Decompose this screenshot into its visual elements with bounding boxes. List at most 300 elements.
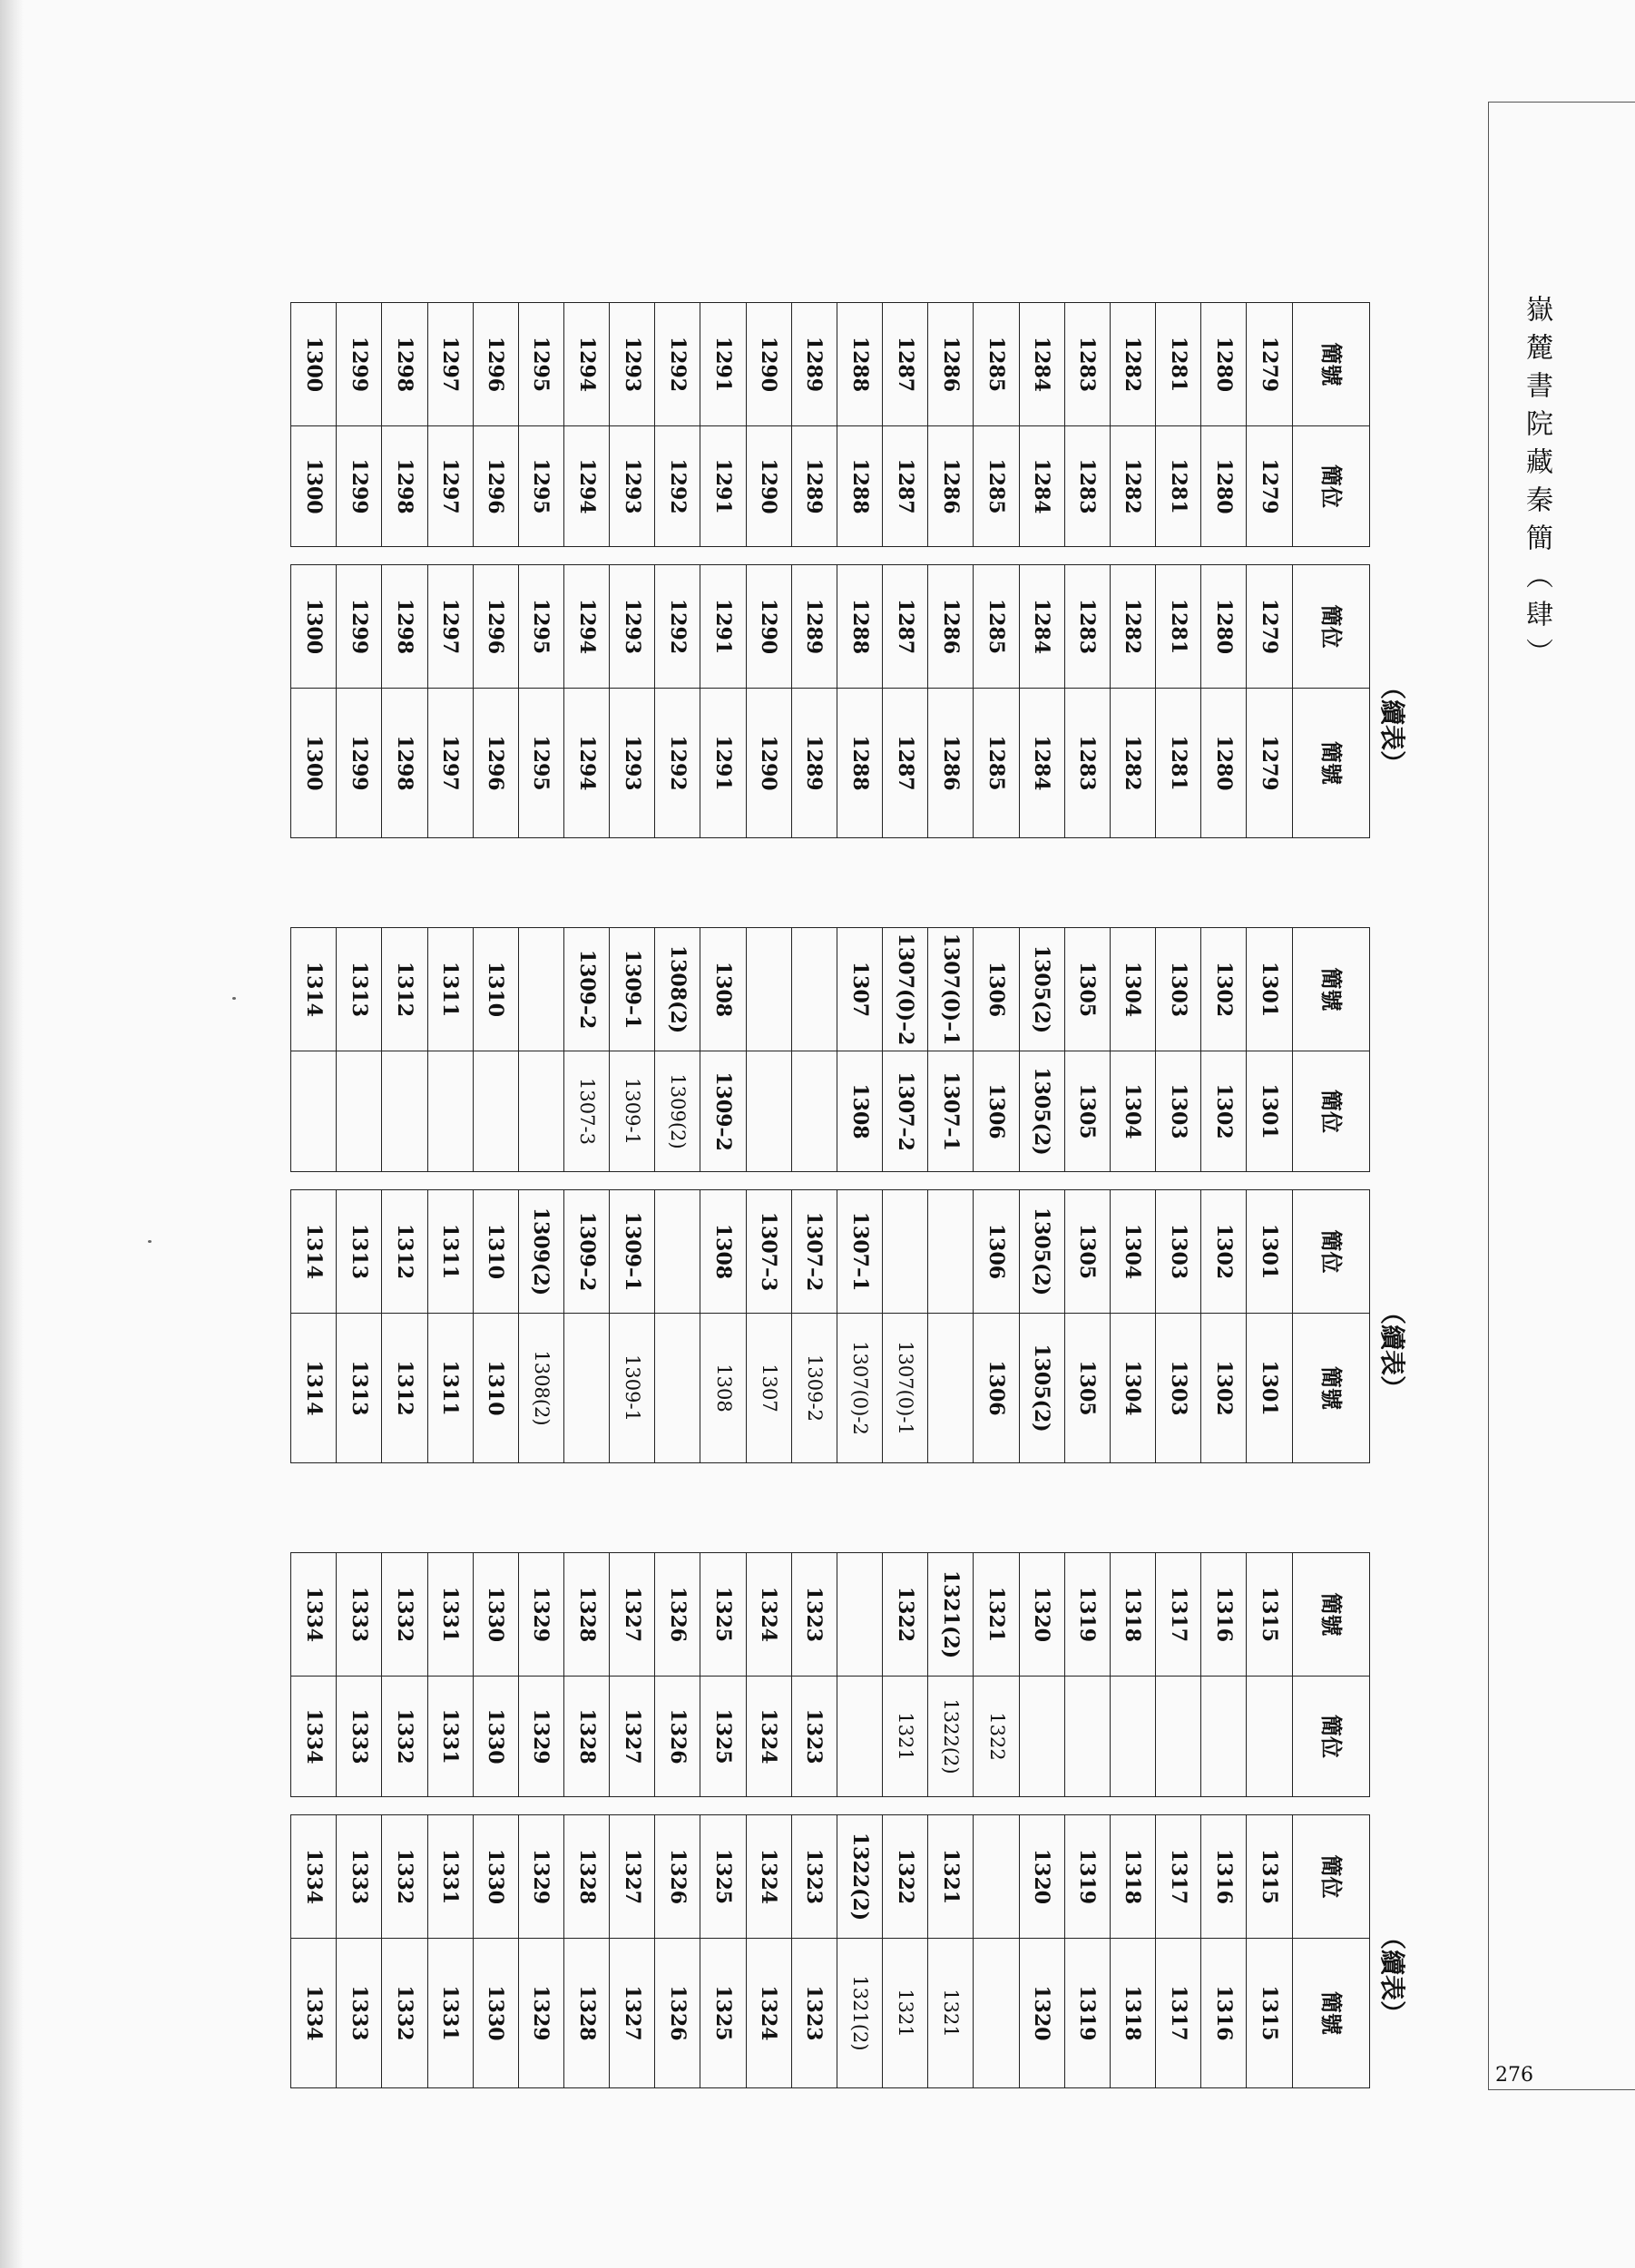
table-cell (337, 1051, 382, 1172)
table-cell: 1332 (382, 1553, 427, 1677)
table-cell: 1307–2 (791, 1190, 837, 1314)
table-cell: 1328 (564, 1939, 610, 2088)
table-row (610, 303, 655, 838)
table-cell: 1279 (1247, 689, 1292, 838)
gap-cell (473, 547, 518, 565)
table-row (1019, 303, 1064, 838)
table-cell: 1290 (746, 689, 791, 838)
table-cell: 1304 (1110, 1314, 1155, 1463)
table-cell: 1294 (564, 689, 610, 838)
table-row (1156, 928, 1201, 1463)
table-row (382, 303, 427, 838)
header-cell: 簡號 (1292, 303, 1369, 426)
table-cell: 1295 (518, 565, 563, 689)
table-cell: 1300 (291, 689, 337, 838)
gap-cell (1292, 547, 1369, 565)
table-cell: 1331 (427, 1553, 473, 1677)
table-row (1064, 928, 1110, 1463)
table-cell: 1307-3 (564, 1051, 610, 1172)
table-cell: 1333 (337, 1939, 382, 2088)
table-cell: 1330 (473, 1553, 518, 1677)
table-cell: 1327 (610, 1677, 655, 1797)
table-cell: 1322 (883, 1553, 928, 1677)
table-cell: 1298 (382, 426, 427, 547)
table-cell: 1314 (291, 928, 337, 1051)
table-row (473, 1553, 518, 2088)
table-cell: 1293 (610, 303, 655, 426)
table-cell: 1286 (928, 689, 974, 838)
table-cell: 1324 (746, 1677, 791, 1797)
table-cell: 1306 (974, 1051, 1019, 1172)
table-row (655, 303, 700, 838)
table-row (382, 928, 427, 1463)
table-cell: 1289 (791, 565, 837, 689)
table-cell: 1304 (1110, 928, 1155, 1051)
table-cell (1156, 1677, 1201, 1797)
table-cell: 1321 (883, 1939, 928, 2088)
table-cell: 1289 (791, 426, 837, 547)
gap-cell (837, 547, 882, 565)
table-cell: 1325 (700, 1939, 746, 2088)
header-cell: 簡位 (1292, 1051, 1369, 1172)
table-cell: 1297 (427, 565, 473, 689)
table-cell: 1294 (564, 303, 610, 426)
table-cell: 1296 (473, 426, 518, 547)
table-cell: 1296 (473, 565, 518, 689)
table-cell: 1334 (291, 1815, 337, 1939)
table-row (291, 303, 337, 838)
gap-cell (564, 547, 610, 565)
gap-cell (655, 547, 700, 565)
table-cell: 1321 (928, 1815, 974, 1939)
table-cell: 1323 (791, 1677, 837, 1797)
table-cell: 1313 (337, 928, 382, 1051)
table-row (1201, 303, 1247, 838)
table-row (1019, 928, 1064, 1463)
header-row (1292, 928, 1369, 1463)
table-cell: 1319 (1064, 1815, 1110, 1939)
gap-cell (974, 1797, 1019, 1815)
table-cell: 1307(0)-1 (883, 1314, 928, 1463)
table-row (791, 1553, 837, 2088)
gap-cell (382, 547, 427, 565)
table-cell (655, 1190, 700, 1314)
table-cell: 1325 (700, 1677, 746, 1797)
gap-cell (1110, 547, 1155, 565)
table-cell: 1291 (700, 426, 746, 547)
table-row (1064, 303, 1110, 838)
table-cell: 1309–2 (700, 1051, 746, 1172)
table-cell: 1298 (382, 303, 427, 426)
table-cell: 1297 (427, 426, 473, 547)
header-cell: 簡號 (1292, 1939, 1369, 2088)
table-cell: 1310 (473, 1314, 518, 1463)
table-cell: 1288 (837, 303, 882, 426)
table-row (610, 1553, 655, 2088)
table-cell: 1334 (291, 1553, 337, 1677)
gap-cell (746, 1797, 791, 1815)
gap-cell (1156, 1172, 1201, 1190)
table-cell: 1309-1 (610, 1051, 655, 1172)
gap-cell (291, 1172, 337, 1190)
gap-cell (291, 1797, 337, 1815)
gap-cell (427, 1797, 473, 1815)
table-row (1247, 303, 1292, 838)
table-cell: 1302 (1201, 1314, 1247, 1463)
table-cell: 1299 (337, 689, 382, 838)
table-cell: 1281 (1156, 565, 1201, 689)
table-cell: 1309(2) (655, 1051, 700, 1172)
table-cell: 1284 (1019, 565, 1064, 689)
header-row (1292, 303, 1369, 838)
scan-speck (148, 1240, 152, 1243)
table-cell: 1300 (291, 565, 337, 689)
table-cell: 1289 (791, 303, 837, 426)
table-cell: 1309–1 (610, 1190, 655, 1314)
table-cell: 1302 (1201, 928, 1247, 1051)
table-cell: 1323 (791, 1553, 837, 1677)
gap-cell (382, 1797, 427, 1815)
table-cell: 1307(0)-2 (837, 1314, 882, 1463)
table-cell: 1303 (1156, 928, 1201, 1051)
table-cell: 1311 (427, 1190, 473, 1314)
gap-cell (1019, 1172, 1064, 1190)
table-cell: 1305(2) (1019, 928, 1064, 1051)
table-row (928, 1553, 974, 2088)
table-cell: 1308 (700, 928, 746, 1051)
table-row (974, 1553, 1019, 2088)
table-cell: 1305(2) (1019, 1314, 1064, 1463)
page-number: 276 (1495, 2064, 1533, 2087)
gap-cell (791, 1797, 837, 1815)
table-row (291, 1553, 337, 2088)
table-cell: 1332 (382, 1677, 427, 1797)
table-cell: 1305 (1064, 1314, 1110, 1463)
table-row (1110, 928, 1155, 1463)
table-cell: 1281 (1156, 426, 1201, 547)
table-row (837, 1553, 882, 2088)
gap-cell (791, 1172, 837, 1190)
table-cell (928, 1190, 974, 1314)
table-cell (473, 1051, 518, 1172)
table-row (1201, 928, 1247, 1463)
table-cell: 1324 (746, 1553, 791, 1677)
gap-cell (655, 1797, 700, 1815)
table-cell: 1320 (1019, 1815, 1064, 1939)
gap-cell (928, 1172, 974, 1190)
gap-cell (837, 1172, 882, 1190)
table-caption: （續表） (1377, 1924, 1407, 2027)
table-cell: 1316 (1201, 1939, 1247, 2088)
table-cell: 1285 (974, 426, 1019, 547)
table-row (1156, 303, 1201, 838)
table-cell: 1282 (1110, 426, 1155, 547)
table-cell: 1314 (291, 1314, 337, 1463)
table-cell: 1307(0)–1 (928, 928, 974, 1051)
gap-cell (610, 547, 655, 565)
table-row (518, 303, 563, 838)
table-row (1156, 1553, 1201, 2088)
table-cell: 1333 (337, 1677, 382, 1797)
table-cell: 1315 (1247, 1815, 1292, 1939)
gap-cell (291, 547, 337, 565)
table-row (427, 928, 473, 1463)
gap-cell (610, 1172, 655, 1190)
table-cell: 1327 (610, 1553, 655, 1677)
table-row (837, 303, 882, 838)
table-cell: 1311 (427, 1314, 473, 1463)
table-cell: 1330 (473, 1815, 518, 1939)
table-cell: 1300 (291, 426, 337, 547)
table-row (700, 303, 746, 838)
table-cell: 1298 (382, 565, 427, 689)
gap-cell (1064, 1797, 1110, 1815)
table-cell: 1282 (1110, 689, 1155, 838)
table-cell: 1303 (1156, 1051, 1201, 1172)
table-cell: 1281 (1156, 689, 1201, 838)
table-cell: 1319 (1064, 1939, 1110, 2088)
gap-cell (1201, 1172, 1247, 1190)
table-row (427, 1553, 473, 2088)
table-row (791, 303, 837, 838)
table-row (564, 928, 610, 1463)
table-cell (974, 1815, 1019, 1939)
table-cell (655, 1314, 700, 1463)
table-cell: 1301 (1247, 1190, 1292, 1314)
gap-cell (1201, 547, 1247, 565)
table-cell: 1299 (337, 303, 382, 426)
table-cell: 1282 (1110, 303, 1155, 426)
table-cell: 1292 (655, 426, 700, 547)
table-cell (837, 1553, 882, 1677)
gap-cell (928, 547, 974, 565)
table-row (1064, 1553, 1110, 2088)
header-row (1292, 1553, 1369, 2088)
table-row (791, 928, 837, 1463)
table-cell: 1329 (518, 1815, 563, 1939)
gap-cell (746, 547, 791, 565)
table-cell (1247, 1677, 1292, 1797)
table-cell: 1288 (837, 426, 882, 547)
table-cell: 1317 (1156, 1815, 1201, 1939)
table-cell: 1308(2) (655, 928, 700, 1051)
table-cell: 1283 (1064, 303, 1110, 426)
table-block-3 (290, 1552, 1406, 2087)
table-cell: 1308(2) (518, 1314, 563, 1463)
table-cell: 1327 (610, 1815, 655, 1939)
table-cell (746, 1051, 791, 1172)
table-cell: 1325 (700, 1815, 746, 1939)
gap-cell (883, 1797, 928, 1815)
table-cell: 1305 (1064, 1190, 1110, 1314)
table-row (337, 928, 382, 1463)
table-cell: 1292 (655, 689, 700, 838)
table-cell: 1316 (1201, 1553, 1247, 1677)
table-cell: 1323 (791, 1815, 837, 1939)
running-title: 嶽麓書院藏秦簡（肆） (1521, 295, 1552, 676)
table-cell: 1322 (974, 1677, 1019, 1797)
table-cell: 1306 (974, 1190, 1019, 1314)
gap-cell (518, 1172, 563, 1190)
gap-cell (1201, 1797, 1247, 1815)
header-cell: 簡位 (1292, 1815, 1369, 1939)
table-cell: 1328 (564, 1677, 610, 1797)
table-row (974, 928, 1019, 1463)
table-cell (746, 928, 791, 1051)
table-cell: 1284 (1019, 426, 1064, 547)
gap-cell (382, 1172, 427, 1190)
table-cell: 1329 (518, 1553, 563, 1677)
table-cell: 1287 (883, 426, 928, 547)
table-cell: 1301 (1247, 1051, 1292, 1172)
gap-cell (564, 1797, 610, 1815)
table-cell: 1283 (1064, 426, 1110, 547)
table-row (382, 1553, 427, 2088)
gap-cell (883, 547, 928, 565)
table-cell: 1305(2) (1019, 1190, 1064, 1314)
table-cell: 1322(2) (837, 1815, 882, 1939)
header-cell: 簡號 (1292, 689, 1369, 838)
gap-cell (1247, 1797, 1292, 1815)
table-cell: 1298 (382, 689, 427, 838)
gap-cell (1019, 547, 1064, 565)
table-row (746, 303, 791, 838)
table-cell: 1288 (837, 689, 882, 838)
table-cell: 1280 (1201, 689, 1247, 838)
table-row (1019, 1553, 1064, 2088)
table-cell: 1333 (337, 1553, 382, 1677)
table-cell: 1311 (427, 928, 473, 1051)
table-cell: 1326 (655, 1939, 700, 2088)
table-cell: 1285 (974, 689, 1019, 838)
table-cell: 1320 (1019, 1553, 1064, 1677)
table-cell: 1304 (1110, 1190, 1155, 1314)
table-cell: 1309-1 (610, 1314, 655, 1463)
slip-table (290, 1552, 1370, 2088)
table-cell: 1286 (928, 565, 974, 689)
gap-cell (883, 1172, 928, 1190)
table-cell: 1292 (655, 565, 700, 689)
table-block-1 (290, 302, 1406, 837)
table-row (1201, 1553, 1247, 2088)
table-cell: 1307–1 (837, 1190, 882, 1314)
table-cell: 1315 (1247, 1939, 1292, 2088)
table-cell: 1334 (291, 1677, 337, 1797)
gap-cell (700, 1172, 746, 1190)
table-cell: 1328 (564, 1815, 610, 1939)
header-cell: 簡位 (1292, 1677, 1369, 1797)
table-cell: 1284 (1019, 303, 1064, 426)
table-cell (427, 1051, 473, 1172)
table-cell: 1321 (928, 1939, 974, 2088)
table-row (655, 1553, 700, 2088)
table-row (1247, 1553, 1292, 2088)
gap-cell (1064, 547, 1110, 565)
table-row (928, 928, 974, 1463)
table-cell: 1291 (700, 565, 746, 689)
table-cell (791, 928, 837, 1051)
table-row (518, 1553, 563, 2088)
table-cell: 1307–2 (883, 1051, 928, 1172)
table-cell (382, 1051, 427, 1172)
table-cell: 1283 (1064, 565, 1110, 689)
gap-cell (337, 1172, 382, 1190)
gap-cell (1064, 1172, 1110, 1190)
table-row (518, 928, 563, 1463)
gap-cell (791, 547, 837, 565)
table-cell: 1321(2) (837, 1939, 882, 2088)
table-cell: 1295 (518, 689, 563, 838)
table-cell: 1312 (382, 1314, 427, 1463)
table-cell: 1290 (746, 565, 791, 689)
table-cell: 1307(0)–2 (883, 928, 928, 1051)
table-row (610, 928, 655, 1463)
table-cell: 1279 (1247, 303, 1292, 426)
table-row (837, 928, 882, 1463)
table-cell: 1280 (1201, 426, 1247, 547)
table-cell: 1286 (928, 303, 974, 426)
gap-cell (518, 1797, 563, 1815)
table-cell: 1321 (974, 1553, 1019, 1677)
table-cell: 1293 (610, 565, 655, 689)
table-cell: 1297 (427, 689, 473, 838)
table-cell (928, 1314, 974, 1463)
table-cell: 1287 (883, 303, 928, 426)
gap-cell (564, 1172, 610, 1190)
table-cell: 1296 (473, 303, 518, 426)
table-cell: 1326 (655, 1553, 700, 1677)
table-cell: 1294 (564, 426, 610, 547)
table-cell: 1307 (746, 1314, 791, 1463)
table-cell: 1299 (337, 565, 382, 689)
table-cell: 1292 (655, 303, 700, 426)
table-cell: 1323 (791, 1939, 837, 2088)
table-row (1247, 928, 1292, 1463)
table-cell: 1316 (1201, 1815, 1247, 1939)
table-cell: 1305 (1064, 928, 1110, 1051)
table-cell: 1334 (291, 1939, 337, 2088)
table-cell: 1333 (337, 1815, 382, 1939)
table-row (473, 303, 518, 838)
gap-cell (974, 1172, 1019, 1190)
table-cell: 1332 (382, 1939, 427, 2088)
scan-speck (232, 997, 236, 1000)
table-cell: 1332 (382, 1815, 427, 1939)
gap-cell (427, 547, 473, 565)
gap-cell (655, 1172, 700, 1190)
header-cell: 簡位 (1292, 1190, 1369, 1314)
table-cell: 1330 (473, 1939, 518, 2088)
table-row (700, 928, 746, 1463)
table-row (655, 928, 700, 1463)
table-cell (1064, 1677, 1110, 1797)
table-cell: 1285 (974, 303, 1019, 426)
table-row (337, 303, 382, 838)
table-cell: 1325 (700, 1553, 746, 1677)
table-cell: 1309–2 (564, 928, 610, 1051)
table-cell: 1280 (1201, 565, 1247, 689)
gap-cell (1292, 1172, 1369, 1190)
gap-cell (337, 1797, 382, 1815)
gap-cell (518, 547, 563, 565)
table-cell: 1307 (837, 928, 882, 1051)
table-cell: 1326 (655, 1815, 700, 1939)
table-cell: 1328 (564, 1553, 610, 1677)
table-cell: 1331 (427, 1815, 473, 1939)
table-cell: 1300 (291, 303, 337, 426)
table-row (564, 1553, 610, 2088)
gap-cell (1110, 1172, 1155, 1190)
